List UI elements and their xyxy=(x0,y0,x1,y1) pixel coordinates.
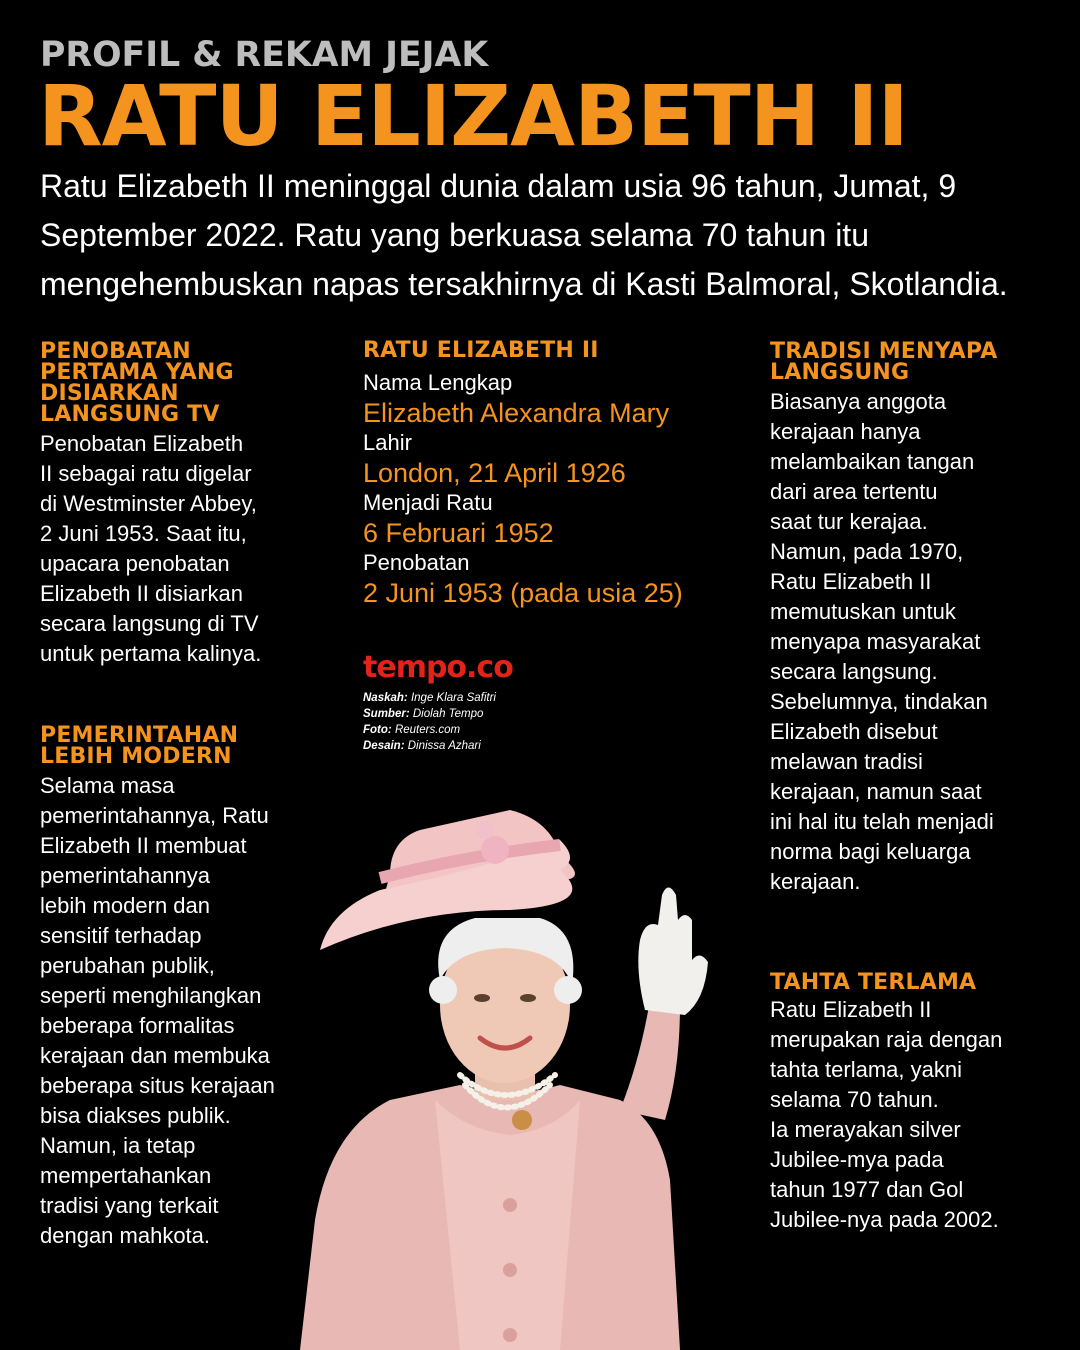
profile-label-coronation: Penobatan xyxy=(363,550,470,575)
section-body: Ratu Elizabeth II merupakan raja dengan tahta terlama, yakni selama 70 tahun. Ia merayakan silver Jubilee-mya pada tahun 1977 dan Gol Jubilee-nya pada 2002. xyxy=(770,997,1003,1232)
profile-label-born: Lahir xyxy=(363,430,412,455)
section-body: Selama masa pemerintahannya, Ratu Elizabeth II membuat pemerintahannya lebih modern dan sensitif terhadap perubahan publik, seperti menghilangkan beberapa formalitas kerajaan dan membuka beberapa situs kerajaan bisa diakses publik. Namun, ia tetap mempertahankan tradisi yang terkait dengan mahkota. xyxy=(40,773,275,1248)
profile-value-became-queen: 6 Februari 1952 xyxy=(363,518,554,548)
section-body: Biasanya anggota kerajaan hanya melambaikan tangan dari area tertentu saat tur kerajaa. Namun, pada 1970, Ratu Elizabeth II memutuskan untuk menyapa masyarakat secara langsung. Sebelumnya, tindakan Elizabeth disebut melawan tradisi kerajaan, namun saat ini hal itu telah menjadi norma bagi keluarga kerajaan. xyxy=(770,389,994,894)
section-coronation-tv xyxy=(40,341,290,669)
credit-line: Sumber: Diolah Tempo xyxy=(363,708,484,720)
section-greeting-tradition xyxy=(770,341,1020,897)
section-heading: PENOBATAN PERTAMA YANG DISIARKAN LANGSUNG TV xyxy=(40,339,234,427)
credit-line: Naskah: Inge Klara Safitri xyxy=(363,692,496,704)
profile-label-became-queen: Menjadi Ratu xyxy=(363,490,493,515)
credits xyxy=(363,690,496,754)
tempo-logo: tempo.co xyxy=(363,650,513,685)
main-title: RATU ELIZABETH II xyxy=(38,67,908,165)
profile-value-full-name: Elizabeth Alexandra Mary xyxy=(363,398,670,428)
section-body: Penobatan Elizabeth II sebagai ratu digelar di Westminster Abbey, 2 Juni 1953. Saat itu, upacara penobatan Elizabeth II disiarkan secara langsung di TV untuk pertama kalinya. xyxy=(40,431,262,666)
profile-value-born: London, 21 April 1926 xyxy=(363,458,626,488)
profile-heading: RATU ELIZABETH II xyxy=(363,338,599,363)
credit-line: Desain: Dinissa Azhari xyxy=(363,740,481,752)
section-heading: TAHTA TERLAMA xyxy=(770,970,977,995)
section-longest-reign xyxy=(770,972,1030,1235)
intro-paragraph: Ratu Elizabeth II meninggal dunia dalam usia 96 tahun, Jumat, 9 September 2022. Ratu yang berkuasa selama 70 tahun itu mengehembuskan napas tersakhirnya di Kasti Balmoral, Skotlandia. xyxy=(40,168,1008,302)
profile-card xyxy=(363,340,703,608)
kicker-title: PROFIL & REKAM JEJAK xyxy=(40,35,489,75)
section-heading: PEMERINTAHAN LEBIH MODERN xyxy=(40,723,239,769)
section-heading: TRADISI MENYAPA LANGSUNG xyxy=(770,339,998,385)
credit-line: Foto: Reuters.com xyxy=(363,724,461,736)
profile-value-coronation: 2 Juni 1953 (pada usia 25) xyxy=(363,578,683,608)
profile-label-full-name: Nama Lengkap xyxy=(363,370,513,395)
section-modern-rule xyxy=(40,725,290,1251)
queen-photo xyxy=(260,800,760,1350)
